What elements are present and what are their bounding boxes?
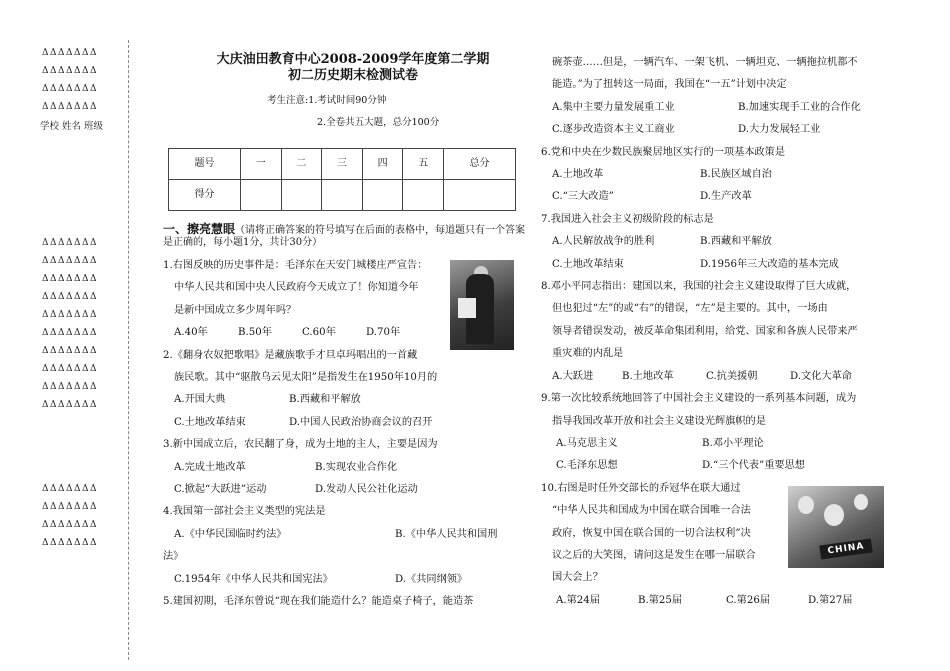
question-text: 1.右图反映的历史事件是：毛泽东在天安门城楼庄严宣告：	[163, 260, 428, 271]
question-text: 族民歌。其中“驱散乌云见太阳”是指发生在1950年10月的	[174, 372, 438, 384]
margin-row: ΔΔΔΔΔΔΔ	[42, 84, 98, 94]
question-text: 10.右图是时任外交部长的乔冠华在联大通过	[541, 482, 741, 494]
margin-row: ΔΔΔΔΔΔΔ	[42, 256, 98, 266]
option-d: D.文化大革命	[790, 370, 852, 382]
option-d: D.第27届	[808, 594, 853, 606]
option-a: A.土地改革	[552, 169, 604, 181]
question-options	[541, 254, 896, 276]
margin-strip	[42, 44, 112, 552]
question-options	[541, 455, 896, 477]
section1-instructions: （请将正确答案的符号填写在后面的表格中，每道题只有一个答案是正确的，每小题1分，共计30分）	[163, 225, 526, 248]
student-info-line: 学校 姓名 班级	[40, 121, 104, 132]
margin-row: ΔΔΔΔΔΔΔ	[42, 102, 98, 112]
option-d: D.1956年三大改造的基本完成	[700, 258, 839, 270]
margin-row: ΔΔΔΔΔΔΔ	[42, 238, 98, 248]
margin-row: ΔΔΔΔΔΔΔ	[42, 274, 98, 284]
question-text: 指导我国改革开放和社会主义建设光辉旗帜的是	[552, 415, 766, 427]
question-options	[163, 569, 533, 591]
question-text: 3.新中国成立后，农民翻了身，成为土地的主人，主要是因为	[163, 439, 438, 451]
option-b-continued: 法》	[163, 551, 184, 563]
question-options	[163, 389, 533, 411]
binding-dashed-line	[128, 40, 129, 660]
margin-row: ΔΔΔΔΔΔΔ	[42, 484, 98, 494]
option-c: C.抗美援朝	[706, 370, 758, 382]
option-a: A.开国大典	[174, 394, 226, 406]
option-c: C.毛泽东思想	[556, 460, 618, 472]
score-header-cell: 四	[362, 149, 403, 180]
score-table-score-row	[169, 180, 516, 211]
option-b: B.西藏和平解放	[289, 394, 361, 406]
question-2	[163, 345, 533, 435]
question-options	[541, 97, 896, 119]
score-row-label: 得分	[169, 180, 241, 211]
question-text: 碗茶壶……但是，一辆汽车、一架飞机、一辆坦克、一辆拖拉机都不	[552, 57, 858, 68]
question-text: 是新中国成立多少周年吗？	[174, 304, 297, 316]
option-b: B.50年	[238, 327, 272, 339]
score-header-cell: 三	[322, 149, 363, 180]
china-nameplate: CHINA	[819, 538, 872, 559]
option-c: C.土地改革结束	[552, 258, 624, 270]
option-c: C.1954年《中华人民共和国宪法》	[174, 573, 333, 585]
option-c: C.第26届	[726, 594, 771, 606]
question-options	[541, 186, 896, 208]
question-3	[163, 434, 533, 501]
question-9	[541, 388, 896, 478]
score-cell[interactable]	[240, 180, 281, 211]
option-a: A.马克思主义	[556, 437, 618, 449]
option-d: D.70年	[366, 327, 401, 339]
score-header-cell: 二	[281, 149, 322, 180]
option-b: B.《中华人民共和国刑	[395, 528, 498, 540]
section1-title: 一、擦亮慧眼	[163, 222, 236, 236]
option-a: A.第24届	[556, 594, 600, 606]
option-b: B.民族区域自治	[700, 169, 772, 181]
margin-row: ΔΔΔΔΔΔΔ	[42, 502, 98, 512]
margin-row: ΔΔΔΔΔΔΔ	[42, 48, 98, 58]
question-text: 5.建国初期，毛泽东曾说“现在我们能造什么？能造桌子椅子，能造茶	[163, 596, 474, 608]
option-b: B.实现农业合作化	[315, 461, 398, 473]
margin-row: ΔΔΔΔΔΔΔ	[42, 328, 98, 338]
score-cell[interactable]	[322, 180, 363, 211]
score-cell[interactable]	[403, 180, 444, 211]
score-table-header-row	[169, 149, 516, 180]
question-text: 但也犯过“左”的或“右”的错误，“左”是主要的。其中，一场由	[552, 303, 828, 315]
option-b: B.第25届	[638, 594, 683, 606]
question-text: 4.我国第一部社会主义类型的宪法是	[163, 506, 326, 518]
question-options	[163, 457, 533, 479]
option-d: D.生产改革	[700, 191, 752, 203]
option-b: B.土地改革	[622, 370, 674, 382]
question-text: 7.我国进入社会主义初级阶段的标志是	[541, 213, 714, 225]
question-options	[541, 590, 896, 612]
question-text: 国大会上？	[552, 572, 603, 584]
question-text: 政府，恢复中国在联合国的一切合法权利”决	[552, 527, 751, 539]
option-b: B.邓小平理论	[702, 437, 764, 449]
question-text: 议之后的大笑图，请问这是发生在哪一届联合	[552, 549, 756, 561]
question-6	[541, 142, 896, 209]
question-text: 8.邓小平同志指出：建国以来，我国的社会主义建设取得了巨大成就，	[541, 281, 857, 293]
margin-row: ΔΔΔΔΔΔΔ	[42, 364, 98, 374]
question-options	[163, 524, 533, 546]
option-a: A.人民解放战争的胜利	[552, 236, 655, 248]
score-header-cell: 一	[240, 149, 281, 180]
question-text: 重灾难的内乱是	[552, 348, 624, 360]
margin-row: ΔΔΔΔΔΔΔ	[42, 292, 98, 302]
question-options	[541, 119, 896, 141]
exam-notice-1: 考生注意:1.考试时间90分钟	[267, 95, 387, 106]
question-7	[541, 209, 896, 276]
score-cell[interactable]	[281, 180, 322, 211]
option-a: A.集中主要力量发展重工业	[552, 101, 675, 113]
option-d: D.“三个代表”重要思想	[702, 460, 805, 472]
question-options	[541, 366, 896, 388]
question-8	[541, 276, 896, 388]
mao-proclamation-photo	[450, 260, 514, 350]
option-d: D.大力发展轻工业	[738, 124, 821, 136]
option-a: A.完成土地改革	[174, 461, 246, 473]
section1-heading	[163, 223, 533, 249]
question-text: 能造。”为了扭转这一局面，我国在“一五”计划中决定	[552, 79, 787, 91]
question-4	[163, 501, 533, 591]
question-options	[541, 231, 896, 253]
score-table	[168, 148, 516, 211]
margin-row: ΔΔΔΔΔΔΔ	[42, 520, 98, 530]
question-options	[541, 164, 896, 186]
question-text: 中华人民共和国中央人民政府今天成立了！你知道今年	[174, 282, 419, 294]
score-header-cell: 题号	[169, 149, 241, 180]
margin-row: ΔΔΔΔΔΔΔ	[42, 400, 98, 410]
question-text: 9.第一次比较系统地回答了中国社会主义建设的一系列基本问题，成为	[541, 393, 857, 405]
margin-row: ΔΔΔΔΔΔΔ	[42, 382, 98, 392]
margin-row: ΔΔΔΔΔΔΔ	[42, 66, 98, 76]
option-c: C.“三大改造”	[552, 191, 614, 203]
exam-title-line1: 大庆油田教育中心2008-2009学年度第二学期	[216, 52, 490, 67]
option-c: C.土地改革结束	[174, 416, 246, 428]
option-c: C.掀起“大跃进”运动	[174, 484, 267, 496]
option-a: A.40年	[174, 327, 208, 339]
exam-notice-2: 2.全卷共五大题，总分100分	[317, 117, 440, 128]
exam-title-line2: 初二历史期末检测试卷	[287, 68, 418, 83]
score-cell[interactable]	[362, 180, 403, 211]
qiao-guanhua-un-photo	[788, 486, 884, 568]
score-cell[interactable]	[444, 180, 516, 211]
score-header-cell: 总分	[444, 149, 516, 180]
option-d: D.中国人民政治协商会议的召开	[289, 416, 433, 428]
option-b: B.西藏和平解放	[700, 236, 772, 248]
option-d: D.发动人民公社化运动	[315, 484, 418, 496]
option-c: C.60年	[302, 327, 336, 339]
option-a: A.大跃进	[552, 370, 594, 382]
question-text: 6.党和中央在少数民族聚居地区实行的一项基本政策是	[541, 146, 786, 158]
option-a: A.《中华民国临时约法》	[174, 528, 287, 540]
question-options	[163, 412, 533, 434]
option-b: B.加速实现手工业的合作化	[738, 101, 861, 113]
question-text: 2.《翻身农奴把歌唱》是藏族歌手才旦卓玛唱出的一首藏	[163, 349, 418, 361]
margin-row: ΔΔΔΔΔΔΔ	[42, 538, 98, 548]
score-header-cell: 五	[403, 149, 444, 180]
question-5	[163, 591, 533, 613]
option-d: D.《共同纲领》	[395, 573, 468, 585]
option-c: C.逐步改造资本主义工商业	[552, 124, 675, 136]
question-text: 领导者错误发动，被反革命集团利用，给党、国家和各族人民带来严	[552, 325, 858, 337]
question-text: “中华人民共和国成为中国在联合国唯一合法	[552, 505, 751, 517]
question-options	[163, 479, 533, 501]
margin-row: ΔΔΔΔΔΔΔ	[42, 310, 98, 320]
margin-row: ΔΔΔΔΔΔΔ	[42, 346, 98, 356]
question-options	[541, 433, 896, 455]
